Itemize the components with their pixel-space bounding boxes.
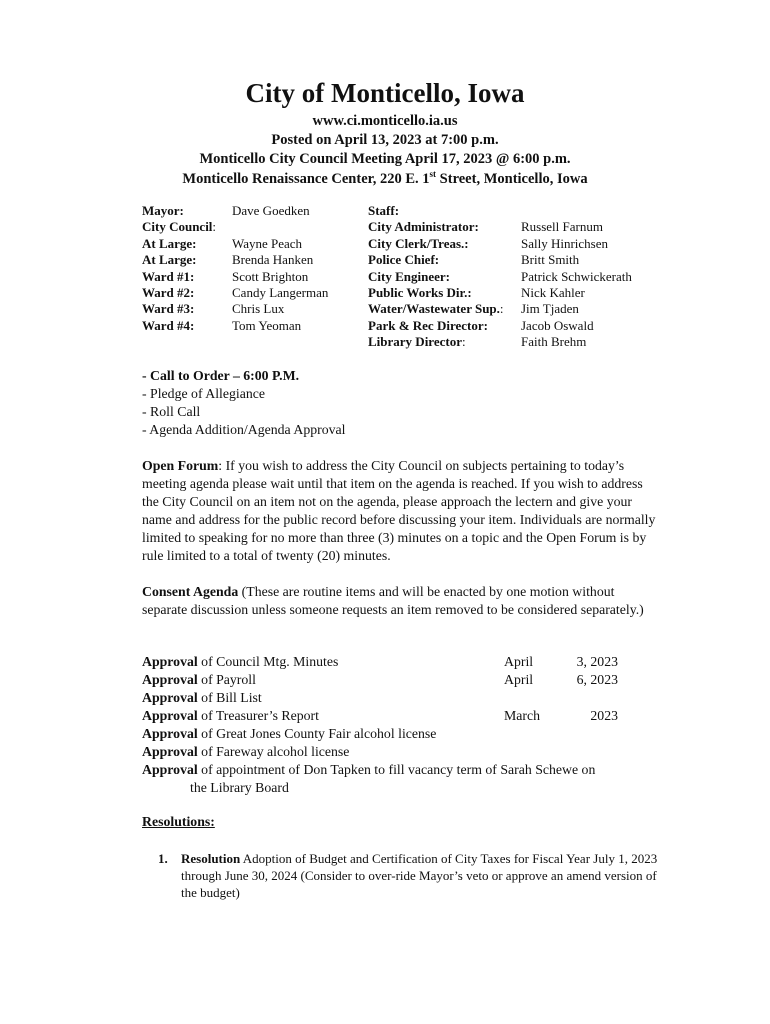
approval-item: Approval of Payroll April 6, 2023: [142, 672, 618, 687]
resolution-label: Resolution: [181, 851, 241, 866]
resolution-text: Adoption of Budget and Certification of City Taxes for Fiscal Year July 1, 2023 through June 30, 2024 (Consider to over-ride Mayor’s veto or approve an amend version of the budget): [181, 851, 658, 900]
council-row: At Large: Wayne Peach: [142, 235, 303, 251]
approval-item: Approval of Great Jones County Fair alcohol license: [142, 726, 437, 741]
council-row: Mayor: Dave Goedken: [142, 203, 310, 218]
staff-row: Staff:: [368, 203, 400, 218]
resolution-number: 1.: [158, 851, 168, 866]
staff-row: Park & Rec Director: Jacob Oswald: [368, 317, 594, 333]
council-row: Ward #3: Chris Lux: [142, 301, 285, 317]
opening-item: - Agenda Addition/Agenda Approval: [142, 422, 346, 437]
resolution-item: [158, 850, 658, 901]
consent-agenda-label: Consent Agenda: [142, 584, 239, 599]
staff-row: Water/Wastewater Sup.: Jim Tjaden: [368, 301, 579, 317]
opening-section: [142, 367, 662, 439]
council-row: Ward #2: Candy Langerman: [142, 285, 329, 300]
council-row: Ward #4: Tom Yeoman: [142, 317, 302, 333]
approvals-list: [142, 653, 662, 797]
website-line: www.ci.monticello.ia.us: [312, 113, 458, 129]
approval-item: Approval of appointment of Don Tapken to fill vacancy term of Sarah Schewe on the Library Board: [142, 762, 596, 795]
open-forum-section: [142, 457, 662, 565]
posted-line: Posted on April 13, 2023 at 7:00 p.m.: [271, 132, 499, 148]
resolutions-heading: Resolutions:: [142, 814, 215, 829]
staff-row: Library Director: Faith Brehm: [368, 334, 587, 350]
opening-item: - Pledge of Allegiance: [142, 386, 265, 401]
staff-row: Police Chief: Britt Smith: [368, 252, 580, 268]
approval-item: Approval of Bill List: [142, 690, 262, 705]
consent-agenda-section: [142, 583, 662, 619]
consent-agenda-text: (These are routine items and will be enacted by one motion without separate discussion unless someone requests an item removed to be considered separately.): [142, 584, 644, 617]
staff-row: Public Works Dir.: Nick Kahler: [368, 285, 585, 300]
staff-row: City Clerk/Treas.: Sally Hinrichsen: [368, 235, 609, 251]
staff-row: City Engineer: Patrick Schwickerath: [368, 268, 632, 284]
council-row: City Council:: [142, 219, 217, 235]
page-title: City of Monticello, Iowa: [245, 78, 525, 108]
call-to-order: - Call to Order – 6:00 P.M.: [142, 368, 300, 383]
open-forum-label: Open Forum: [142, 458, 219, 473]
opening-item: - Roll Call: [142, 404, 201, 419]
staff-row: City Administrator: Russell Farnum: [368, 219, 603, 235]
approval-item: Approval of Council Mtg. Minutes April 3, 2023: [142, 654, 618, 669]
meeting-line: Monticello City Council Meeting April 17, 2023 @ 6:00 p.m.: [199, 151, 571, 167]
council-row: At Large: Brenda Hanken: [142, 252, 314, 268]
open-forum-text: : If you wish to address the City Council on subjects pertaining to today’s meeting agenda please wait until that item on the agenda is reached. If you wish to address the City Council on an item not on the agenda, please approach the lectern and give your name and address for the public record before discussing your item. Individuals are normally limited to speaking for no more than three (3) minutes on a topic and the Open Forum is by rule limited to a total of twenty (20) minutes.: [142, 458, 656, 563]
approval-item: Approval of Treasurer’s Report March 2023: [142, 708, 618, 723]
approval-item: Approval of Fareway alcohol license: [142, 744, 350, 759]
council-row: Ward #1: Scott Brighton: [142, 268, 309, 284]
location-line: Monticello Renaissance Center, 220 E. 1st Street, Monticello, Iowa: [182, 169, 588, 187]
